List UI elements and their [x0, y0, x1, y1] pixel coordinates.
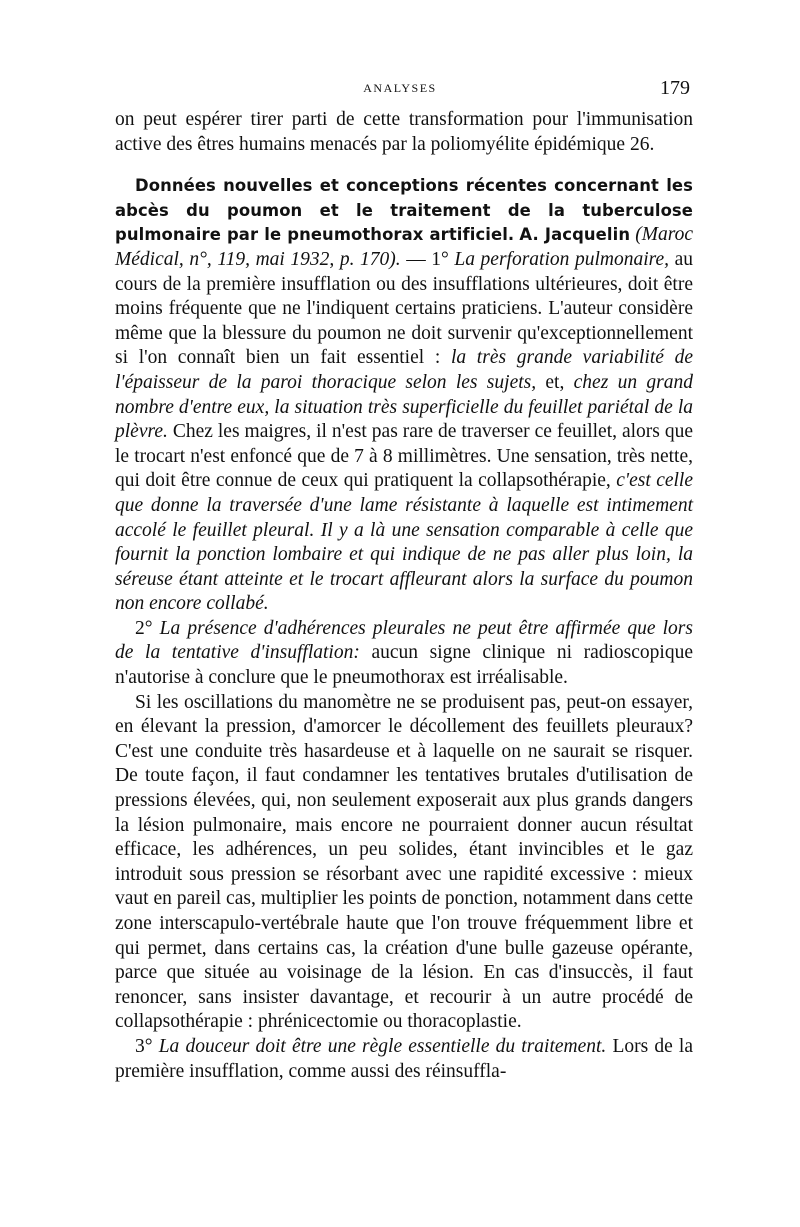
article-title: Données nouvelles et conceptions récentes concernant les abcès du poumon et le traitement de la tuberculose pulmonaire par le pneumothorax artificiel. — [115, 176, 693, 245]
text-run: — 1° — [400, 248, 455, 270]
paragraph-oscillations: Si les oscillations du manomètre ne se produisent pas, peut-on essayer, en élevant la pression, d'amorcer le décollement des feuillets pleuraux? C'est une conduite très hasardeuse et à laquelle on ne saurait se risquer. De toute façon, il faut condamner les tentatives brutales d'utilisation de pressions élevées, qui, non seulement exposerait aux plus grands dangers la lésion pulmonaire, mais encore ne pourraient donner aucun résultat efficace, les adhérences, un peu solides, étant invincibles et le gaz introduit sous pression se résorbant avec une rapidité excessive : mieux vaut en pareil cas, multiplier les points de ponction, notamment dans cette zone interscapulo-vertébrale haute que l'on trouve fréquemment libre et qui permet, dans certains cas, la création d'une bulle gazeuse opérante, parce que située au voisinage de la lésion. En cas d'insuccès, il faut renoncer, sans insister davantage, et recourir à un autre procédé de collapsothérapie : phrénicectomie ou thoracoplastie. — [115, 691, 693, 1033]
paragraph-abstract — [115, 174, 693, 617]
text-run: au cours de la première insufflation ou des insufflations ultérieures, doit être moins fréquente que ne l'indiquent certains praticiens. L'auteur considère même que la blessure du poumon ne doit survenir qu'exceptionnellement si l'on connaît bien un fait essentiel : — [115, 248, 694, 369]
section-title: ANALYSES — [363, 81, 437, 95]
article-citation: (Maroc Médical, n°, 119, mai 1932, p. 170). — [115, 224, 693, 270]
article-body — [115, 108, 693, 1084]
paragraph-point-3 — [115, 1035, 693, 1084]
point-title: La présence d'adhérences pleurales ne peut être affirmée que lors de la tentative d'insufflation: — [115, 617, 693, 664]
point-title: La douceur doit être une règle essentielle du traitement. — [158, 1035, 607, 1057]
text-run: aucun signe clinique ni radioscopique n'autorise à conclure que le pneumothorax est irréalisable. — [115, 642, 693, 689]
running-header — [110, 77, 690, 99]
text-run: Lors de la première insufflation, comme aussi des réinsuffla- — [115, 1035, 693, 1082]
text-run: Chez les maigres, il n'est pas rare de traverser ce feuillet, alors que le trocart n'est enfoncé que de 7 à 8 millimètres. Une sensation, très nette, qui doit être connue de ceux qui pratiquent la collapsothérapie, — [115, 421, 693, 492]
paragraph-continuation: on peut espérer tirer parti de cette transformation pour l'immunisation active des êtres humains menacés par la poliomyélite épidémique 26. — [115, 109, 693, 155]
italic-run: chez un grand nombre d'entre eux, la situation très superficielle du feuillet pariétal de la plèvre. — [115, 371, 693, 443]
point-title: La perforation pulmonaire, — [454, 248, 670, 270]
text-run: 2° — [135, 617, 160, 639]
italic-run: la très grande variabilité de l'épaisseur de la paroi thoracique selon les sujets, — [115, 347, 694, 393]
text-run: 3° — [135, 1035, 159, 1057]
italic-run: c'est celle que donne la traversée d'une lame résistante à laquelle est intimement accolé le feuillet pleural. Il y a là une sensation comparable à celle que fournit la ponction lombaire et qui indique de ne pas aller plus loin, la séreuse étant atteinte et le trocart affleurant alors la surface du poumon non encore collabé. — [115, 470, 693, 615]
page-number: 179 — [660, 77, 690, 99]
article-author: A. Jacquelin — [519, 225, 631, 245]
paragraph-point-2 — [115, 617, 693, 691]
text-run: et, — [536, 371, 574, 393]
